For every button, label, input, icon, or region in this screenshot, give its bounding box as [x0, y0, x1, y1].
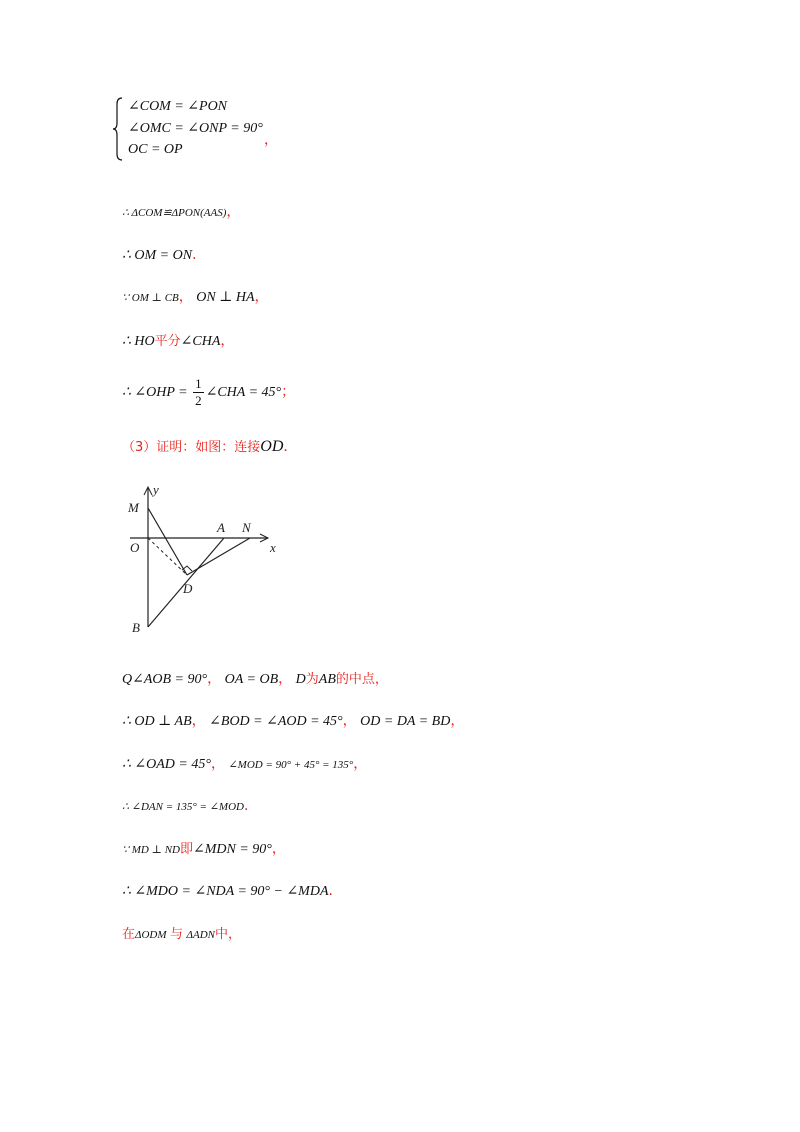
bisector-angle: ∠CHA — [180, 334, 221, 349]
system-row-1: ∠COM = ∠PON — [128, 99, 228, 114]
triangle-adn: ΔADN — [186, 929, 216, 941]
word-wei: 为 — [305, 672, 319, 687]
punct: ， — [207, 671, 222, 687]
proof-line-9 — [122, 755, 367, 774]
proof-line-13 — [122, 926, 241, 944]
bisector-subject: ∴ HO — [122, 334, 155, 349]
word-zai: 在 — [122, 927, 136, 942]
perpendicular-statement-2: ON ⊥ HA — [196, 290, 255, 305]
proof-line-12 — [122, 882, 343, 901]
right-angle-mark — [182, 566, 192, 571]
punct: ， — [342, 713, 357, 729]
punct: ． — [243, 798, 258, 814]
system-brace — [112, 96, 124, 162]
word-yu: 与 — [170, 927, 184, 942]
punct: ， — [226, 204, 241, 220]
angle-mod: ∠MOD = 90° + 45° = 135° — [228, 759, 354, 771]
oa-eq-ob: OA = OB — [224, 672, 279, 687]
bisector-word: 平分 — [154, 334, 181, 349]
angle-bod-aod: ∠BOD = ∠AOD = 45° — [209, 714, 343, 729]
punct: ， — [254, 289, 269, 305]
proof-line-6 — [122, 438, 297, 457]
segment-md — [148, 508, 187, 575]
fraction-half — [193, 376, 204, 409]
punct: ， — [191, 713, 206, 729]
angle-cha-value: ∠CHA = 45° — [205, 385, 282, 400]
proof-line-3 — [122, 288, 269, 307]
label-n: N — [242, 520, 251, 535]
punct: ， — [271, 841, 286, 857]
punct: ． — [283, 439, 298, 455]
punct: ， — [220, 333, 235, 349]
punct: ， — [353, 756, 368, 772]
fraction-numerator: 1 — [195, 376, 202, 392]
proof-line-10 — [122, 797, 258, 816]
label-y: y — [153, 482, 159, 497]
perpendicular-statement-1: ∵ OM ⊥ CB — [122, 292, 179, 304]
proof-line-7 — [122, 670, 388, 689]
triangle-odm: ΔODM — [135, 929, 167, 941]
od-da-bd: OD = DA = BD — [360, 714, 451, 729]
angle-dan: ∴ ∠DAN = 135° = ∠MOD — [122, 801, 244, 813]
punct: ， — [450, 713, 465, 729]
segment-od: OD — [260, 438, 284, 455]
equation: ∴ OM = ON — [122, 248, 193, 263]
part3-heading: （3）证明：如图：连接 — [122, 440, 261, 455]
angle-oad: ∴ ∠OAD = 45° — [122, 757, 211, 772]
punct: ， — [278, 671, 293, 687]
angle-aob: Q∠AOB = 90° — [122, 672, 208, 687]
label-b: B — [132, 620, 140, 635]
angle-ohp: ∴ ∠OHP = — [122, 385, 188, 400]
proof-line-4 — [122, 332, 234, 351]
proof-line-1 — [122, 203, 240, 222]
word-midpoint: 的中点， — [335, 672, 388, 687]
label-d: D — [183, 581, 193, 596]
system-trail: ， — [264, 132, 278, 148]
proof-line-5 — [122, 374, 295, 411]
punct: ， — [210, 756, 225, 772]
od-perp-ab: ∴ OD ⊥ AB — [122, 714, 192, 729]
label-m: M — [128, 500, 139, 515]
word-ji: 即 — [179, 842, 193, 857]
label-x: x — [270, 540, 276, 555]
punct: ； — [281, 384, 296, 400]
fraction-denominator: 2 — [195, 393, 202, 409]
label-o: O — [130, 540, 140, 555]
proof-line-11 — [122, 840, 286, 859]
punct: ， — [178, 289, 193, 305]
md-perp-nd: ∵ MD ⊥ ND — [122, 844, 180, 856]
system-row-2: ∠OMC = ∠ONP = 90° — [128, 121, 263, 136]
proof-line-8 — [122, 712, 464, 731]
congruence-statement: ∴ ΔCOM≌ΔPON(AAS) — [122, 207, 227, 219]
angle-mdn: ∠MDN = 90° — [193, 842, 272, 857]
punct: ． — [328, 883, 343, 899]
punct: ． — [192, 247, 207, 263]
geometry-figure — [122, 482, 282, 638]
angle-mdo-nda: ∴ ∠MDO = ∠NDA = 90° − ∠MDA — [122, 884, 329, 899]
segment-ab: AB — [318, 672, 336, 687]
label-a: A — [217, 520, 225, 535]
system-row-3: OC = OP — [128, 142, 183, 157]
segment-od-dashed — [148, 538, 187, 575]
proof-line-2 — [122, 246, 206, 265]
word-zhong: 中， — [215, 927, 242, 942]
point-d: D — [295, 672, 306, 687]
